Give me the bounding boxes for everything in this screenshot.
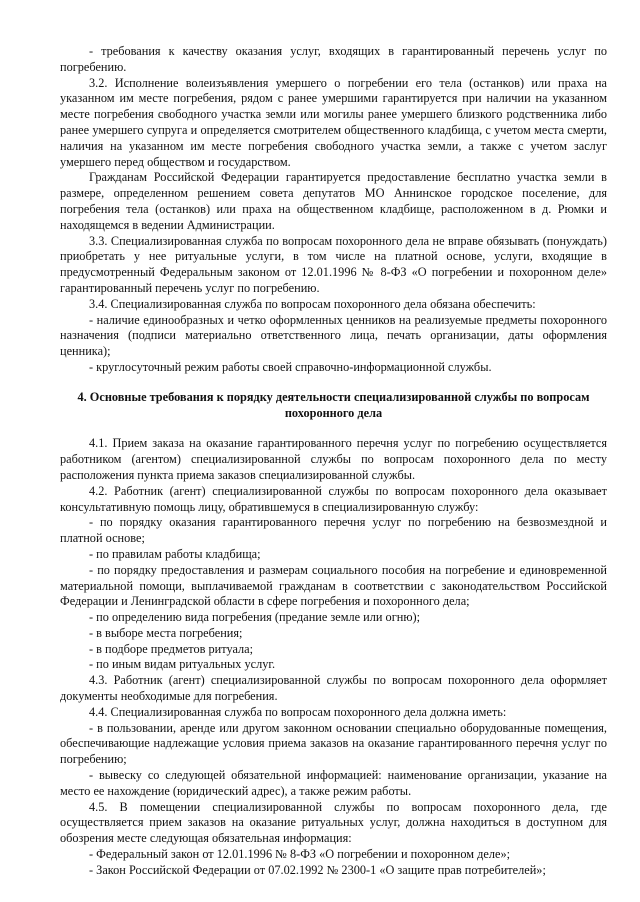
paragraph-4-4: 4.4. Специализированная служба по вопросам похоронного дела должна иметь: bbox=[89, 704, 507, 719]
section-heading-4: 4. Основные требования к порядку деятельности специализированной службы по вопросам похоронного дела bbox=[77, 389, 590, 420]
paragraph-3-4: 3.4. Специализированная служба по вопросам похоронного дела обязана обеспечить: bbox=[89, 296, 536, 311]
list-item-info-service: - круглосуточный режим работы своей справочно-информационной службы. bbox=[89, 359, 492, 374]
paragraph-quality-requirements: - требования к качеству оказания услуг, входящих в гарантированный перечень услуг по погребению. bbox=[60, 44, 607, 74]
list-item-signboard: - вывеску со следующей обязательной информацией: наименование организации, указание на место ее нахождение (юридический адрес), а также режим работы. bbox=[60, 768, 607, 798]
list-item-federal-law: - Федеральный закон от 12.01.1996 № 8-ФЗ «О погребении и похоронном деле»; bbox=[89, 847, 511, 862]
list-item-price-tags: - наличие единообразных и четко оформленных ценников на реализуемые предметы похоронного назначения (подписи материально ответственного лица, печать организации, даты оформления ценника); bbox=[60, 312, 607, 359]
paragraph-4-5: 4.5. В помещении специализированной службы по вопросам похоронного дела, где осуществляется прием заказов на оказание ритуальных услуг, должна находиться в доступном для обозрения месте следующая обязательная информация: bbox=[60, 799, 607, 846]
paragraph-4-1: 4.1. Прием заказа на оказание гарантированного перечня услуг по погребению осуществляется работником (агентом) специализированной службы по вопросам похоронного дела по месту расположения пункта приема заказов специализированной службы. bbox=[60, 436, 607, 482]
list-item-social-benefit: - по порядку предоставления и размерам социального пособия на погребение и единовременной материальной помощи, выплачиваемой гражданам в соответствии с законодательством Российской Федерации и Ленинградской области в сфере погребения и похоронного дела; bbox=[60, 562, 607, 609]
paragraph-free-plot: Гражданам Российской Федерации гарантируется предоставление бесплатно участка земли в размере, определенном решением совета депутатов МО Аннинское городское поселение, для погребения тела (останков) или праха на общественном кладбище, расположенном в д. Рюмки и находящемся в ведении Администрации. bbox=[60, 170, 607, 232]
paragraph-3-2: 3.2. Исполнение волеизъявления умершего о погребении его тела (останков) или праха на указанном им месте погребения, рядом с ранее умершими гарантируется при наличии на указанном месте погребения свободного участка земли или могилы ранее умершего близкого родственника либо ранее умершего супруга и определяется смотрителем общественного кладбища, с учетом места смерти, наличия на указанном им месте погребения свободного участка земли, а также с учетом заслуг умершего перед обществом и государством. bbox=[60, 75, 607, 169]
list-item-burial-type: - по определению вида погребения (предание земле или огню); bbox=[89, 610, 421, 625]
paragraph-3-3: 3.3. Специализированная служба по вопросам похоронного дела не вправе обязывать (понуждать) приобретать у нее ритуальные услуги, в том числе на платной основе, услуги, входящие в предусмотренный Федеральным законом от 12.01.1996 № 8-ФЗ «О погребении и похоронном деле» гарантированный перечень услуг по погребению. bbox=[60, 233, 607, 295]
paragraph-4-2: 4.2. Работник (агент) специализированной службы по вопросам похоронного дела оказывает консультативную помощь лицу, обратившемуся в специализированную службу: bbox=[60, 483, 607, 514]
list-item-consumer-law: - Закон Российской Федерации от 07.02.1992 № 2300-1 «О защите прав потребителей»; bbox=[89, 862, 546, 877]
list-item-ritual-items: - в подборе предметов ритуала; bbox=[89, 641, 254, 656]
list-item-guaranteed-services: - по порядку оказания гарантированного перечня услуг по погребению на безвозмездной и платной основе; bbox=[60, 515, 607, 546]
list-item-premises: - в пользовании, аренде или другом законном основании специально оборудованные помещения, обеспечивающие надлежащие условия приема заказов на оказание гарантированного перечня услуг по погребению; bbox=[60, 720, 607, 767]
list-item-burial-place: - в выборе места погребения; bbox=[89, 625, 243, 640]
list-item-cemetery-rules: - по правилам работы кладбища; bbox=[89, 546, 261, 561]
list-item-other-services: - по иным видам ритуальных услуг. bbox=[89, 657, 276, 672]
paragraph-4-3: 4.3. Работник (агент) специализированной службы по вопросам похоронного дела оформляет документы необходимые для погребения. bbox=[60, 673, 607, 704]
